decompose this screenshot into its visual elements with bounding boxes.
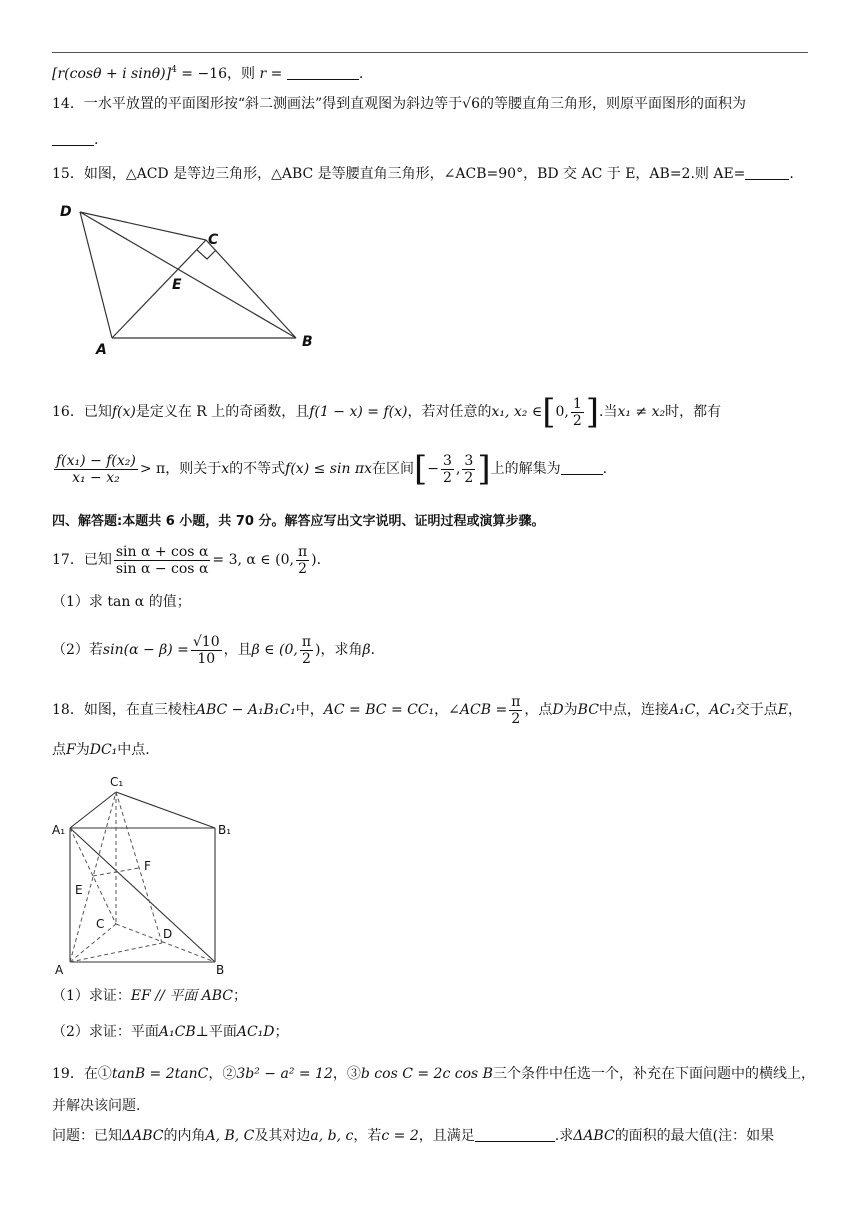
q16-int-den1: 2: [443, 469, 452, 486]
q14-text1: 一水平放置的平面图形按“斜二测画法”得到直观图为斜边等于: [83, 96, 463, 112]
q14-sqrt: √6: [462, 96, 480, 112]
q18-p2-b: A₁CB: [158, 1024, 196, 1040]
q17-p2-pi-num: π: [301, 633, 312, 650]
q15-text: 如图，△ACD 是等边三角形，△ABC 是等腰直角三角形，∠ACB=90°，BD 交 AC 于 E，AB=2.则 AE=: [83, 166, 746, 182]
q16-text5: 时，都有: [665, 404, 722, 420]
q18-prism: ABC − A₁B₁C₁: [195, 702, 296, 718]
q18-text4: ，点: [524, 702, 553, 718]
q18-prism-figure: [50, 772, 250, 980]
q13-end: .: [358, 66, 364, 82]
q16-fx: f(x): [111, 404, 136, 420]
q19-tri: ΔABC: [122, 1128, 164, 1144]
q18-p2-d: AC₁D: [236, 1024, 275, 1040]
q18-pi-den: 2: [511, 710, 521, 727]
q19-cond2: 3b² − a² = 12: [236, 1066, 333, 1082]
q19-l3-d: ，若: [353, 1128, 382, 1144]
q17-text1: 已知: [83, 552, 112, 568]
q19-l3-g: 的面积的最大值(注：如果: [614, 1128, 775, 1144]
q16-line1: 16．已知f(x)是定义在 R 上的奇函数，且f(1 − x) = f(x)，若对任意的x₁, x₂ ∈[0, $\frac{1}{2}$ ].当x₁ ≠ x₂时，都有: [52, 392, 722, 432]
q19-angles: A, B, C: [205, 1128, 255, 1144]
q19-l3-c: 及其对边: [254, 1128, 311, 1144]
q19-line1: [52, 1064, 815, 1084]
q17-p2-pi-den: 2: [301, 650, 311, 667]
q16-answer-blank[interactable]: [561, 460, 603, 475]
q14-number: 14．: [52, 96, 84, 112]
segment-dc: [80, 212, 206, 240]
q17-part2: [52, 628, 812, 672]
edge-a1c1: [70, 792, 116, 828]
q13-answer-blank[interactable]: [287, 65, 359, 80]
q19-cond1: tanB = 2tanC: [111, 1066, 209, 1082]
label-c: C: [208, 232, 219, 248]
q19-cval: c = 2: [381, 1128, 419, 1144]
label-d: D: [60, 204, 72, 220]
q19-l3-b: 的内角: [163, 1128, 206, 1144]
q19-text1: 在①: [83, 1066, 112, 1082]
q18-pi-num: π: [511, 693, 521, 710]
q16-half-den: 2: [572, 412, 582, 429]
segment-a1b: [70, 828, 215, 962]
q16-int-den2: 2: [464, 469, 474, 486]
q18-d: D: [552, 702, 564, 718]
q18-line1: [52, 688, 812, 732]
q19-line2: 并解决该问题.: [52, 1098, 141, 1114]
q18-bc: BC: [577, 702, 599, 718]
q19-text4: 三个条件中任选一个，补充在下面问题中的横线上，: [492, 1066, 815, 1082]
q18-p2-a: （2）求证：平面: [52, 1024, 159, 1040]
q16-frac-num: f(x₁) − f(x₂): [56, 452, 136, 469]
q16-neq: x₁ ≠ x₂: [617, 404, 666, 420]
q19-cond3: b cos C = 2c cos B: [360, 1066, 493, 1082]
q14-answer-blank[interactable]: [52, 131, 94, 146]
q15-answer-blank[interactable]: [745, 165, 789, 180]
q15-line: [52, 164, 812, 184]
q18-ac1: AC₁: [709, 702, 736, 718]
q16-vars: x₁, x₂ ∈: [491, 404, 543, 420]
segment-cb: [206, 240, 296, 338]
q18-a1c: A₁C: [668, 702, 696, 718]
q17-p2-b: ，且: [223, 642, 252, 658]
section-heading: 四、解答题:本题共 6 小题，共 70 分。解答应写出文字说明、证明过程或演算步骤。: [52, 514, 545, 529]
q18-text5: 为: [563, 702, 578, 718]
label-e: E: [75, 883, 83, 897]
q16-half-num: 1: [572, 395, 582, 412]
label-c1: C₁: [110, 775, 124, 789]
q17-pi-num: π: [297, 543, 308, 560]
label-b1: B₁: [218, 823, 232, 837]
label-d: D: [163, 927, 173, 941]
label-f: F: [144, 859, 151, 873]
q17-p2-end: .: [370, 642, 376, 658]
q19-sides: a, b, c: [310, 1128, 354, 1144]
segment-da: [80, 212, 112, 338]
top-rule: [52, 52, 808, 53]
q18-part1: [52, 986, 812, 1006]
q18-angle: ∠ACB =: [448, 702, 508, 718]
segment-ad: [70, 943, 162, 962]
q17-number: 17．: [52, 552, 84, 568]
q19-line3: [52, 1126, 812, 1146]
q13-power: 4: [171, 65, 177, 75]
q18-p2-e: ；: [274, 1024, 289, 1040]
q18-number: 18．: [52, 702, 84, 718]
q18-text8: 交于点: [735, 702, 778, 718]
q17-p2-den: 10: [197, 650, 216, 667]
q18-text6: 中点，连接: [598, 702, 669, 718]
q14-line2: [52, 130, 812, 150]
q16-text8: 在区间: [372, 461, 415, 477]
q17-end: ).: [311, 552, 322, 568]
q16-int-num2: 3: [464, 452, 474, 469]
q18-text2: 中，: [295, 702, 324, 718]
q18-l2-a: 点: [52, 742, 66, 758]
q18-l2-c: 中点.: [117, 742, 150, 758]
q17-p2-beta: β ∈ (0,: [251, 642, 298, 658]
q16-frac-den: x₁ − x₂: [72, 469, 120, 486]
label-a: A: [96, 342, 107, 358]
q18-dc1: DC₁: [89, 742, 118, 758]
q13-var: r: [259, 66, 267, 82]
q16-number: 16．: [52, 404, 84, 420]
q18-line2: [52, 740, 812, 760]
q17-p2-num: √10: [192, 633, 220, 650]
q16-cond: f(1 − x) = f(x): [309, 404, 408, 420]
q13-rhs: = −16，则: [176, 66, 260, 82]
q14-text2: 的等腰直角三角形，则原平面图形的面积为: [479, 96, 746, 112]
label-b: B: [216, 963, 225, 977]
q16-text6: ，则关于: [165, 461, 222, 477]
label-a: A: [55, 963, 64, 977]
q16-ineq: f(x) ≤ sin πx: [285, 461, 373, 477]
q18-text1: 如图，在直三棱柱: [83, 702, 196, 718]
segment-c1d: [116, 792, 162, 943]
q17-pi-den: 2: [298, 560, 307, 577]
q19-answer-blank[interactable]: [475, 1127, 555, 1142]
q17-p2-c: )，求角: [315, 642, 363, 658]
q13-eq: =: [266, 66, 287, 82]
q18-p1-a: （1）求证：: [52, 988, 131, 1004]
label-b: B: [302, 334, 313, 350]
label-a1: A₁: [52, 823, 66, 837]
q14-line1: [52, 94, 812, 114]
q16-line2: $\frac{\text{f(x₁) − f(x₂)}}{\text{x₁ − x₂}}$ > π，则关于x的不等式f(x) ≤ sin πx在区间[− $\frac{3}{2}$ , $\frac{3}{2}$ ]上的解集为 .: [56, 449, 608, 489]
q18-part2: [52, 1022, 812, 1042]
q16-gt: > π: [139, 461, 166, 477]
q16-text2: 是定义在 R 上的奇函数，且: [135, 404, 310, 420]
q15-figure: [52, 196, 332, 366]
q16-text1: 已知: [83, 404, 112, 420]
q15-end: .: [789, 166, 794, 182]
q17-frac-num: sin α + cos α: [115, 543, 209, 560]
q14-end: .: [94, 132, 99, 148]
q16-text3: ，若对任意的: [407, 404, 492, 420]
segment-ac1: [70, 792, 116, 962]
q18-p1-c: ；: [233, 988, 248, 1004]
q16-text9: 上的解集为: [490, 461, 561, 477]
edge-c1b1: [116, 792, 215, 828]
q19-l3-a: 问题：已知: [52, 1128, 122, 1144]
q16-text7: 的不等式: [229, 461, 286, 477]
q19-l3-e: ，且满足: [418, 1128, 475, 1144]
label-e: E: [172, 277, 182, 293]
q18-l2-b: 为: [75, 742, 90, 758]
q18-e: E: [777, 702, 789, 718]
q15-number: 15．: [52, 166, 84, 182]
right-angle-mark: [197, 250, 216, 259]
q17-part1: （1）求 tan α 的值；: [52, 594, 191, 610]
segment-ac: [112, 240, 206, 338]
q17-line1: [52, 538, 812, 582]
q18-p2-c: ⊥平面: [195, 1024, 237, 1040]
q19-l3-f: .求: [554, 1128, 574, 1144]
label-c: C: [96, 917, 105, 931]
q18-text7: ，: [695, 702, 710, 718]
q17-p2-expr: sin(α − β) =: [102, 642, 189, 658]
q17-frac-den: sin α − cos α: [115, 560, 209, 577]
q16-text4: .当: [599, 404, 618, 420]
q18-f: F: [66, 742, 76, 758]
q16-x: x: [221, 461, 230, 477]
segment-db: [80, 212, 296, 338]
q16-int-left: 0,: [555, 404, 569, 420]
q18-text9: ，: [788, 702, 803, 718]
q18-eqs: AC = BC = CC₁: [323, 702, 435, 718]
q18-p1-b: EF // 平面 ABC: [130, 988, 234, 1004]
q17-p2-var: β: [362, 642, 371, 658]
q13-tail: [52, 60, 812, 84]
q19-number: 19．: [52, 1066, 84, 1082]
q19-text3: ，③: [332, 1066, 361, 1082]
q17-eq: = 3, α ∈ (0,: [212, 552, 294, 568]
q18-text3: ，: [434, 702, 449, 718]
q16-end: .: [602, 461, 608, 477]
q13-expr: [r(cosθ + i sinθ)]: [52, 66, 172, 82]
q19-text2: ，②: [208, 1066, 237, 1082]
q19-tri2: ΔABC: [573, 1128, 615, 1144]
q16-int-num1: 3: [443, 452, 452, 469]
edge-ac: [70, 924, 116, 962]
q17-p2-a: （2）若: [52, 642, 103, 658]
